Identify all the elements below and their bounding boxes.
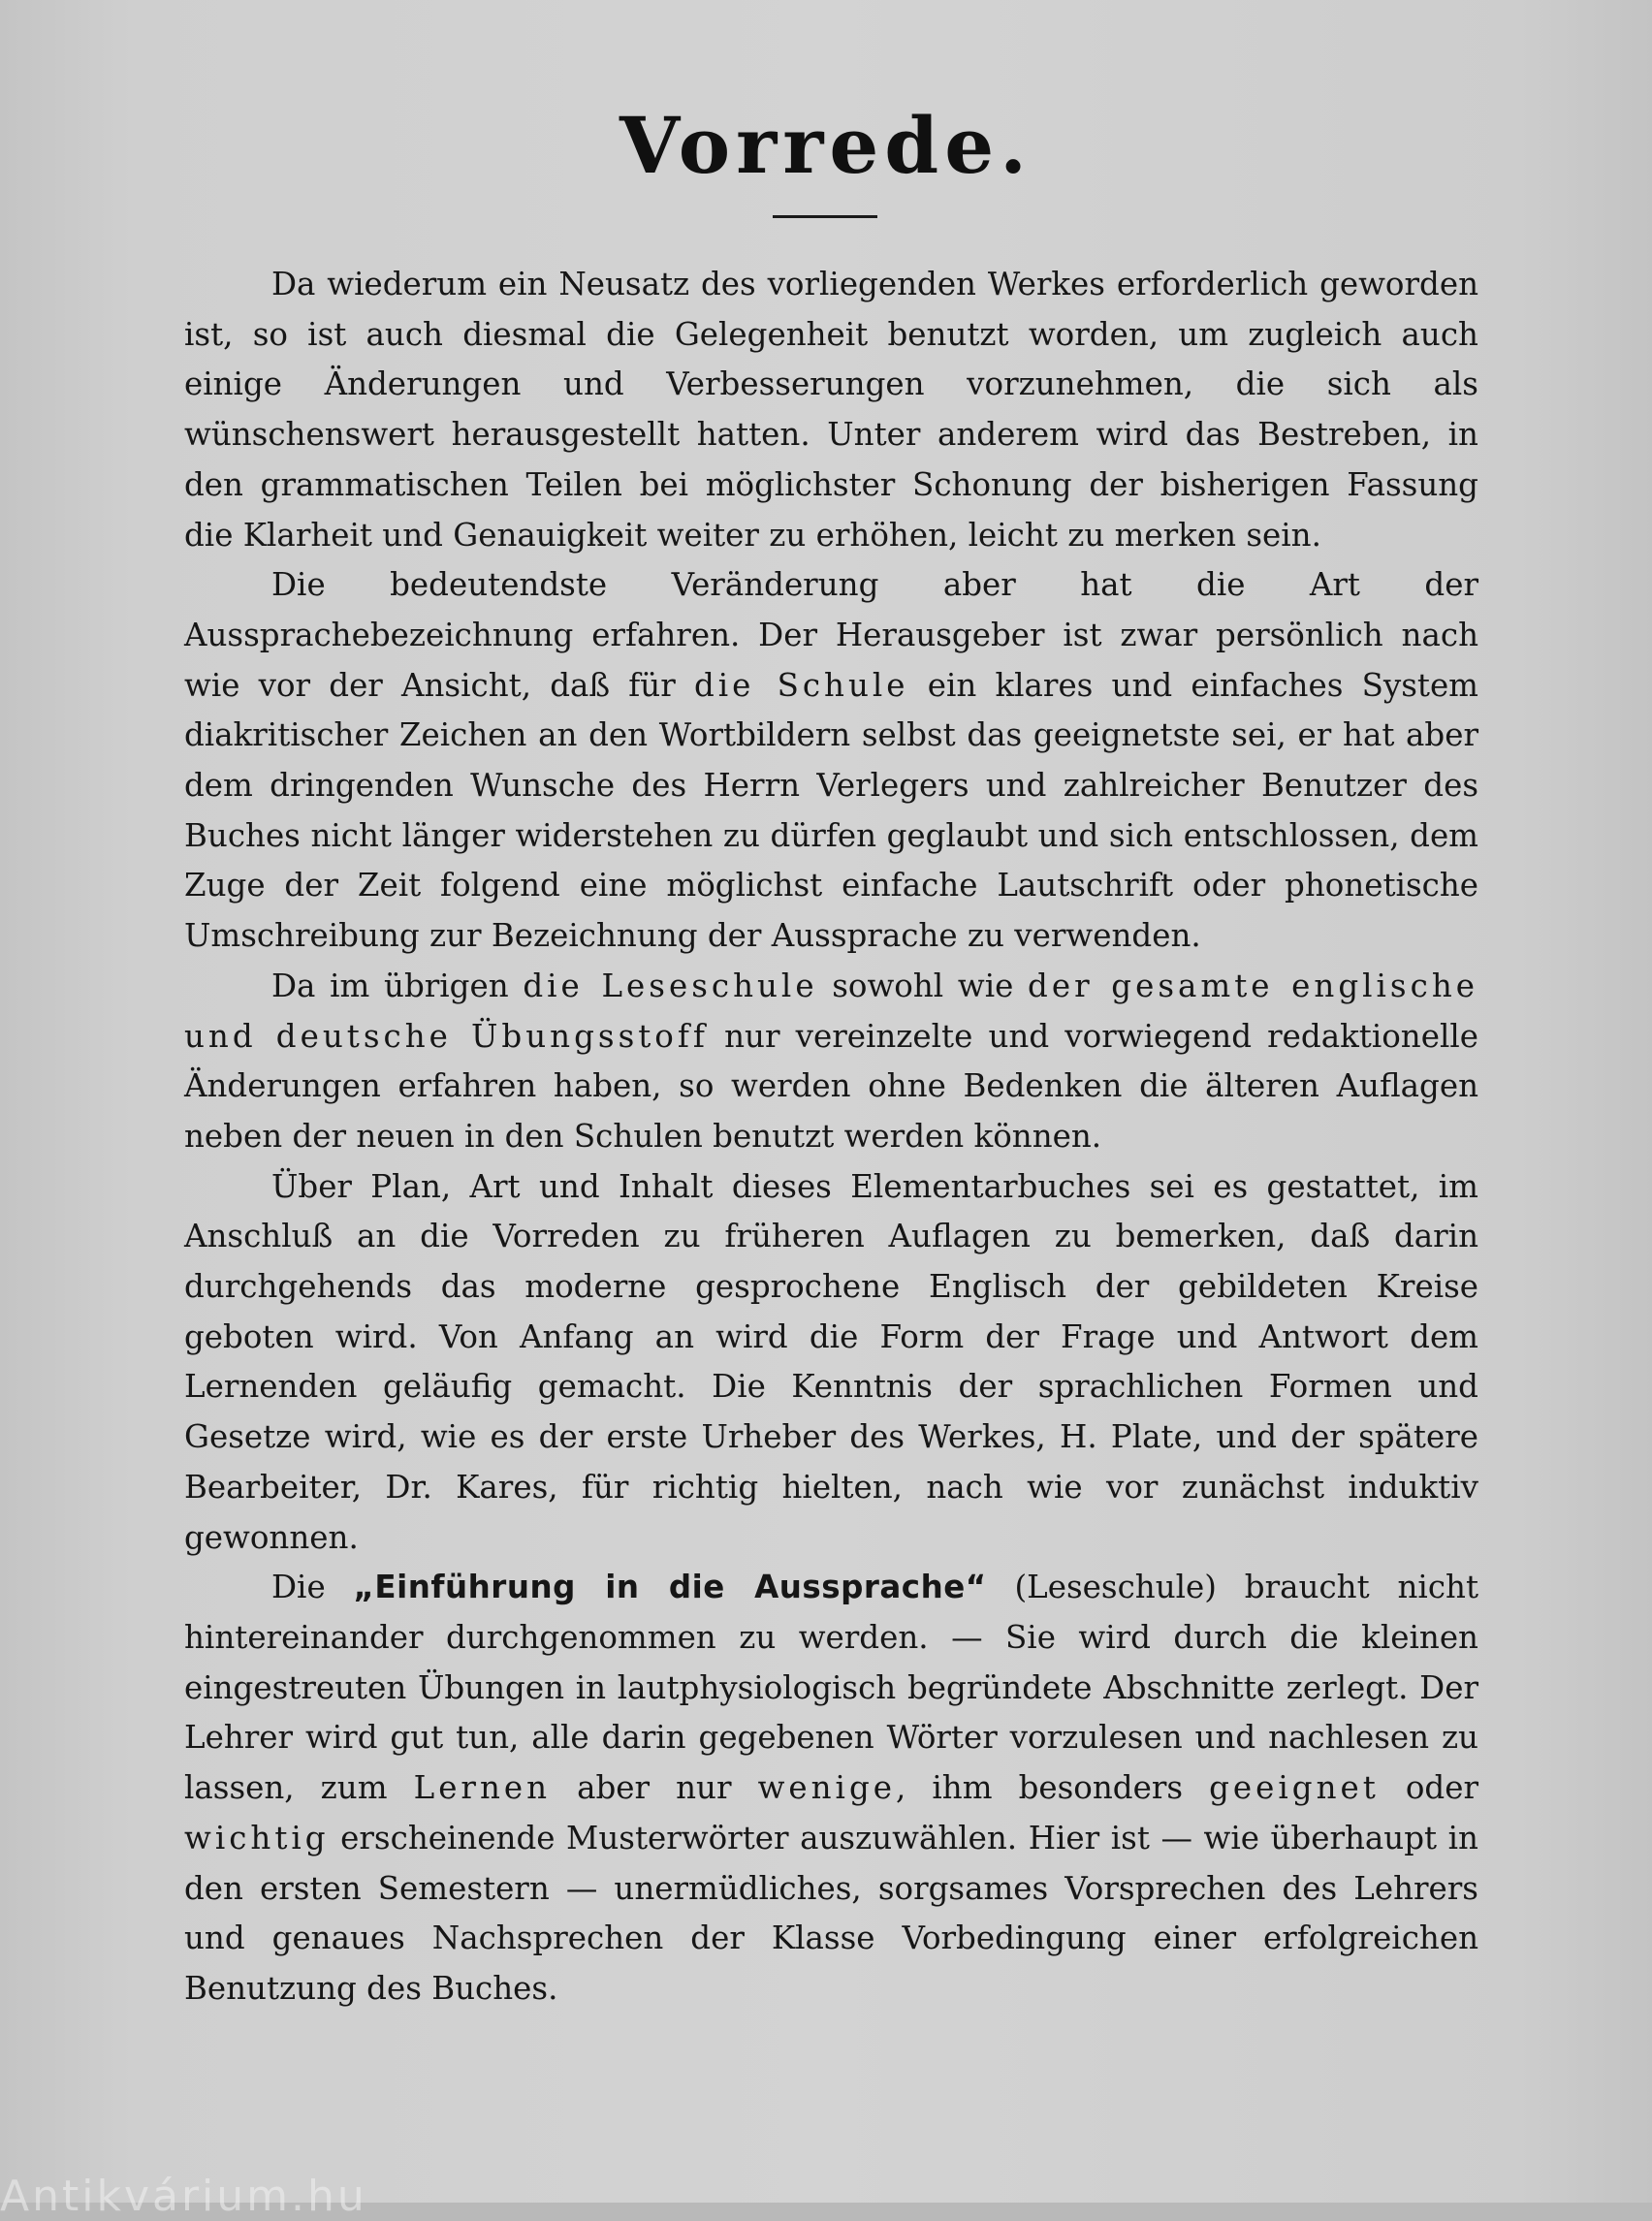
emphasis-die-leseschule: die Leseschule <box>523 967 818 1004</box>
emphasis-wichtig: wichtig <box>184 1819 330 1856</box>
bold-title-einfuehrung: „Einführung in die Aussprache“ <box>353 1569 987 1606</box>
preface-body <box>184 260 1478 2015</box>
paragraph-2: Die bedeutendste Veränderung aber hat die Art der Aussprachebezeichnung erfahren. Der Herausgeber ist zwar persönlich nach wie vor der Ansicht, daß für die Schule ein klares und einfaches System diakritischer Zeichen an den Wortbildern selbst das geeignetste sei, er hat aber dem dringenden Wunsche des Herrn Verlegers und zahlreicher Benutzer des Buches nicht länger widerstehen zu dürfen geglaubt und sich entschlossen, dem Zuge der Zeit folgend eine möglichst einfache Lautschrift oder phonetische Umschreibung zur Bezeichnung der Aussprache zu verwenden. <box>184 566 1478 955</box>
paragraph-5: Die „Einführung in die Aussprache“ (Leseschule) braucht nicht hintereinander durchgenommen zu werden. — Sie wird durch die kleinen eingestreuten Übungen in lautphysiologisch begründete Abschnitte zerlegt. Der Lehrer wird gut tun, alle darin gegebenen Wörter vorzulesen und nachlesen zu lassen, zum Lernen aber nur wenige, ihm besonders geeignet oder wichtig erscheinende Musterwörter auszuwählen. Hier ist — wie überhaupt in den ersten Semestern — unermüdliches, sorgsames Vorsprechen des Lehrers und genaues Nachsprechen der Klasse Vorbedingung einer erfolgreichen Benutzung des Buches. <box>184 1569 1479 2007</box>
page-title: Vorrede. <box>620 100 1032 191</box>
paragraph-1: Da wiederum ein Neusatz des vorliegenden Werkes erforderlich geworden ist, so ist auch diesmal die Gelegenheit benutzt worden, um zugleich auch einige Änderungen und Verbesserungen vorzunehmen, die sich als wünschenswert herausgestellt hatten. Unter anderem wird das Bestreben, in den grammatischen Teilen bei möglichster Schonung der bisherigen Fassung die Klarheit und Genauigkeit weiter zu erhöhen, leicht zu merken sein. <box>184 266 1478 554</box>
paragraph-3: Da im übrigen die Leseschule sowohl wie der gesamte englische und deutsche Übungsstoff nur vereinzelte und vorwiegend redaktionelle Änderungen erfahren haben, so werden ohne Bedenken die älteren Auflagen neben der neuen in den Schulen benutzt werden können. <box>184 967 1478 1155</box>
paragraph-4: Über Plan, Art und Inhalt dieses Elementarbuches sei es gestattet, im Anschluß an die Vorreden zu früheren Auflagen zu bemerken, daß darin durchgehends das moderne gesprochene Englisch der gebildeten Kreise geboten wird. Von Anfang an wird die Form der Frage und Antwort dem Lernenden geläufig gemacht. Die Kenntnis der sprachlichen Formen und Gesetze wird, wie es der erste Urheber des Werkes, H. Plate, und der spätere Bearbeiter, Dr. Kares, für richtig hielten, nach wie vor zunächst induktiv gewonnen. <box>184 1167 1478 1556</box>
watermark: Antikvárium.hu <box>0 2172 367 2221</box>
emphasis-geeignet: geeignet <box>1209 1769 1380 1807</box>
emphasis-lernen: Lernen <box>413 1769 552 1807</box>
emphasis-uebungsstoff: der gesamte englische und deutsche Übungsstoff <box>184 967 1478 1055</box>
emphasis-wenige: wenige <box>757 1769 896 1807</box>
emphasis-die-schule: die Schule <box>693 666 909 704</box>
title-divider <box>773 215 877 218</box>
